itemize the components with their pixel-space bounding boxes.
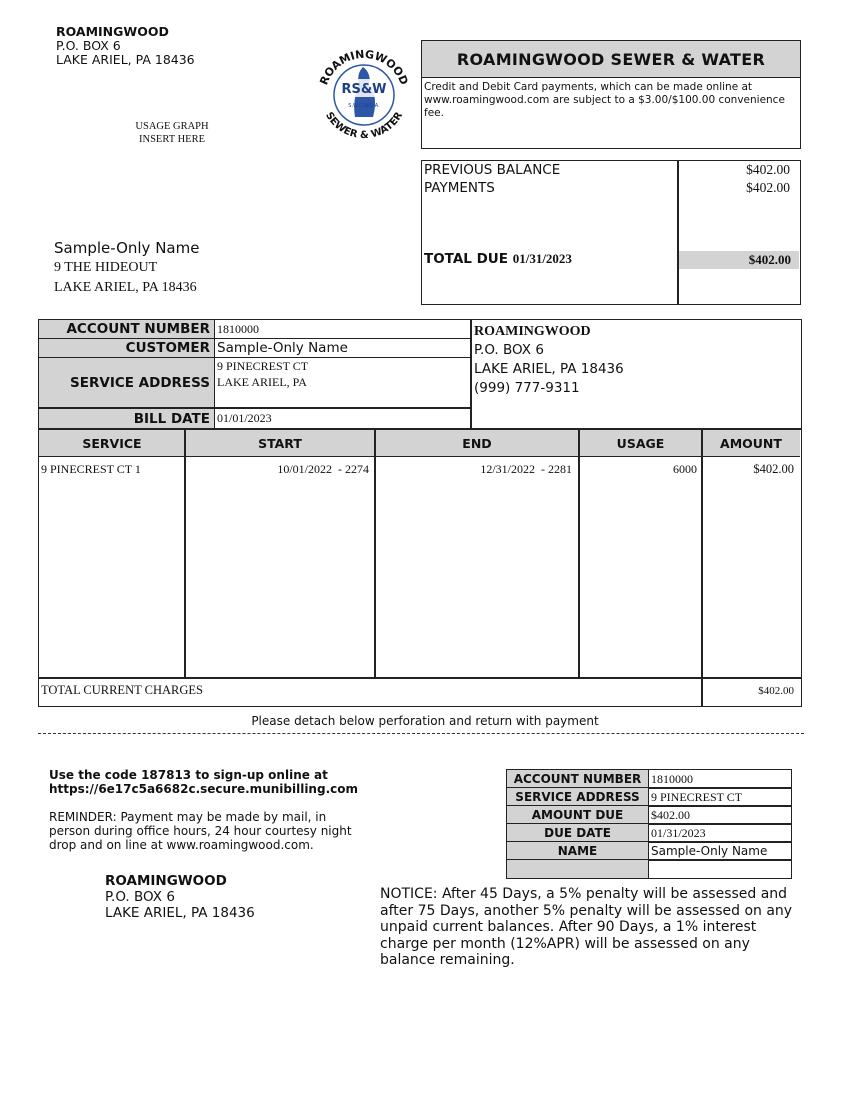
account-number-label: ACCOUNT NUMBER [39, 320, 215, 338]
col-header-service: SERVICE [39, 430, 185, 457]
contact-company-name: ROAMINGWOOD [474, 324, 591, 339]
company-po-box: P.O. BOX 6 [56, 38, 121, 53]
utility-title-box [421, 40, 801, 149]
mailing-name: Sample-Only Name [54, 239, 200, 257]
remittance-table [506, 769, 792, 879]
service-address-line2: LAKE ARIEL, PA [217, 375, 307, 389]
contact-po-box: P.O. BOX 6 [474, 342, 544, 358]
payment-reminder: REMINDER: Payment may be made by mail, in person during office hours, 24 hour courtesy night drop and on line at www.roamingwood.com. [49, 810, 352, 852]
remit-amount-row [507, 806, 791, 824]
service-address-row [38, 357, 472, 408]
logo-bottom-arc-text: SEWER & WATER [323, 110, 405, 141]
service-address-line1: 9 PINECREST CT [217, 359, 309, 373]
bill-date-label: BILL DATE [39, 409, 215, 428]
service-address-label: SERVICE ADDRESS [39, 358, 215, 407]
customer-value: Sample-Only Name [217, 340, 348, 356]
remit-po-box: P.O. BOX 6 [105, 889, 175, 905]
remit-service-address-label: SERVICE ADDRESS [507, 788, 649, 806]
remit-city: LAKE ARIEL, PA 18436 [105, 905, 255, 921]
customer-label: CUSTOMER [39, 339, 215, 357]
col-header-end: END [375, 430, 579, 457]
service-address-value [215, 358, 471, 407]
logo-center-text: RS&W [341, 82, 387, 97]
total-row-divider [39, 677, 801, 679]
customer-row [38, 338, 472, 358]
remit-blank-label [507, 860, 649, 878]
remit-due-date-row [507, 824, 791, 842]
detach-instruction: Please detach below perforation and return with payment [251, 714, 599, 728]
remit-amount-label: AMOUNT DUE [507, 806, 649, 824]
col-header-start: START [185, 430, 375, 457]
company-contact-box [470, 319, 802, 429]
total-due-value: $402.00 [679, 251, 799, 269]
remit-blank-value [649, 860, 791, 878]
remit-name-value: Sample-Only Name [651, 844, 768, 858]
col-header-amount: AMOUNT [702, 430, 800, 457]
remit-company-name: ROAMINGWOOD [105, 873, 227, 889]
row-usage: 6000 [673, 462, 697, 476]
remit-blank-row [507, 860, 791, 878]
remit-service-address-row [507, 788, 791, 806]
contact-city: LAKE ARIEL, PA 18436 [474, 361, 624, 377]
remit-amount-value: $402.00 [651, 808, 690, 822]
usage-graph-placeholder [120, 120, 224, 146]
remit-account-label: ACCOUNT NUMBER [507, 770, 649, 788]
row-end: 12/31/2022 - 2281 [480, 462, 572, 476]
logo-top-arc-text: ROAMINGWOOD [317, 47, 411, 87]
perforation-line [38, 733, 804, 734]
previous-balance-value: $402.00 [746, 162, 790, 177]
previous-balance-label: PREVIOUS BALANCE [424, 162, 561, 178]
remit-name-label: NAME [507, 842, 649, 860]
total-due-row [424, 251, 572, 267]
remit-due-date-label: DUE DATE [507, 824, 649, 842]
total-current-charges-value: $402.00 [758, 685, 794, 697]
usage-graph-line1: USAGE GRAPH [135, 121, 209, 132]
utility-title: ROAMINGWOOD SEWER & WATER [422, 41, 800, 78]
remit-name-row [507, 842, 791, 860]
company-address-header [56, 25, 195, 67]
usage-graph-line2: INSERT HERE [139, 134, 205, 145]
total-current-charges-label: TOTAL CURRENT CHARGES [41, 683, 203, 697]
signup-code-line: Use the code 187813 to sign-up online at [49, 768, 328, 782]
contact-phone: (999) 777-9311 [474, 380, 580, 396]
payments-label: PAYMENTS [424, 180, 495, 196]
row-service: 9 PINECREST CT 1 [41, 462, 141, 476]
card-fee-note: Credit and Debit Card payments, which can be made online at www.roamingwood.com are subject to a $3.00/$100.00 convenience fee. [424, 81, 785, 119]
mailing-city: LAKE ARIEL, PA 18436 [54, 280, 197, 295]
row-amount: $402.00 [753, 462, 794, 476]
account-number-row [38, 319, 472, 339]
payments-value: $402.00 [746, 180, 790, 195]
signup-url[interactable]: https://6e17c5a6682c.secure.munibilling.com [49, 782, 358, 796]
total-due-label: TOTAL DUE [424, 251, 508, 267]
account-number-value: 1810000 [217, 322, 259, 336]
remit-due-date-value: 01/31/2023 [651, 826, 706, 840]
logo-sub-text: S.W.C.W.S.A. [348, 103, 380, 109]
row-start: 10/01/2022 - 2274 [277, 462, 369, 476]
customer-mailing-address [54, 238, 199, 298]
mailing-street: 9 THE HIDEOUT [54, 260, 158, 275]
roamingwood-logo [311, 45, 417, 141]
balance-divider [677, 161, 679, 304]
online-signup-note [49, 768, 358, 796]
service-charges-table [38, 429, 802, 707]
company-name: ROAMINGWOOD [56, 24, 169, 39]
total-due-date: 01/31/2023 [512, 251, 572, 266]
balance-summary-box [421, 160, 801, 305]
col-header-usage: USAGE [579, 430, 702, 457]
company-city: LAKE ARIEL, PA 18436 [56, 52, 195, 67]
remit-address [105, 873, 255, 921]
remit-service-address-value: 9 PINECREST CT [651, 790, 743, 804]
bill-date-row [38, 408, 472, 429]
remit-account-row [507, 770, 791, 788]
penalty-notice: NOTICE: After 45 Days, a 5% penalty will be assessed and after 75 Days, another 5% penalty will be assessed on any unpaid current balances. After 90 Days, a 1% interest charge per month (12%APR) will be assessed on any balance remaining. [380, 886, 793, 968]
remit-account-value: 1810000 [651, 772, 693, 786]
bill-date-value: 01/01/2023 [217, 411, 272, 425]
